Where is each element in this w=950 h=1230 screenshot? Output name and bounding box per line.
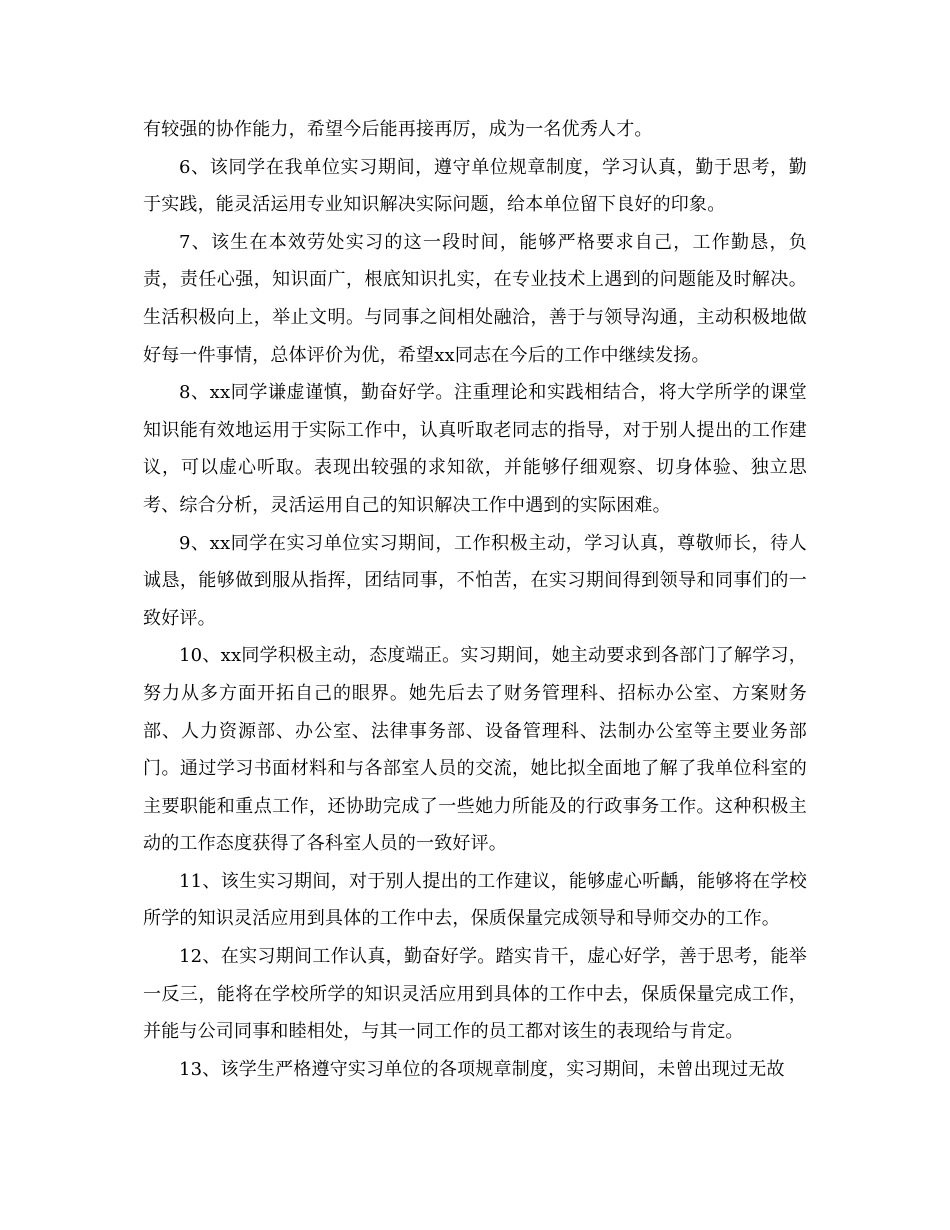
body-text [143,111,807,1088]
paragraph-12: 12、在实习期间工作认真，勤奋好学。踏实肯干，虚心好学，善于思考，能举一反三，能将在学校所学的知识灵活应用到具体的工作中去，保质保量完成工作，并能与公司同事和睦相处，与其一同工作的员工都对该生的表现给与肯定。 [143,946,807,1043]
paragraph-13: 13、该学生严格遵守实习单位的各项规章制度，实习期间，未曾出现过无故 [179,1058,785,1080]
paragraph-6: 6、该同学在我单位实习期间，遵守单位规章制度，学习认真，勤于思考，勤于实践，能灵活运用专业知识解决实际问题，给本单位留下良好的印象。 [143,156,807,216]
paragraph-11: 11、该生实习期间，对于别人提出的工作建议，能够虚心听齲，能够将在学校所学的知识灵活应用到具体的工作中去，保质保量完成领导和导师交办的工作。 [143,870,807,930]
paragraph-continuation: 有较强的协作能力，希望今后能再接再厉，成为一名优秀人才。 [143,119,653,140]
paragraph-9: 9、xx同学在实习单位实习期间，工作积极主动，学习认真，尊敬师长，待人诚恳，能够做到服从指挥，团结同事，不怕苦，在实习期间得到领导和同事们的一致好评。 [143,532,807,629]
paragraph-10: 10、xx同学积极主动，态度端正。实习期间，她主动要求到各部门了解学习，努力从多方面开拓自己的眼界。她先后去了财务管理科、招标办公室、方案财务部、人力资源部、办公室、法律事务部、设备管理科、法制办公室等主要业务部门。通过学习书面材料和与各部室人员的交流，她比拟全面地了解了我单位科室的主要职能和重点工作，还协助完成了一些她力所能及的行政事务工作。这种积极主动的工作态度获得了各科室人员的一致好评。 [143,645,807,855]
paragraph-7: 7、该生在本效劳处实习的这一段时间，能够严格要求自己，工作勤恳，负责，责任心强，知识面广，根底知识扎实，在专业技术上遇到的问题能及时解决。生活积极向上，举止文明。与同事之间相处融洽，善于与领导沟通，主动积极地做好每一件事情，总体评价为优，希望xx同志在今后的工作中继续发扬。 [143,231,807,366]
paragraph-8: 8、xx同学谦虚谨慎，勤奋好学。注重理论和实践相结合，将大学所学的课堂知识能有效地运用于实际工作中，认真听取老同志的指导，对于别人提出的工作建议，可以虚心听取。表现出较强的求知欲，并能够仔细观察、切身体验、独立思考、综合分析，灵活运用自己的知识解决工作中遇到的实际困难。 [143,382,807,516]
